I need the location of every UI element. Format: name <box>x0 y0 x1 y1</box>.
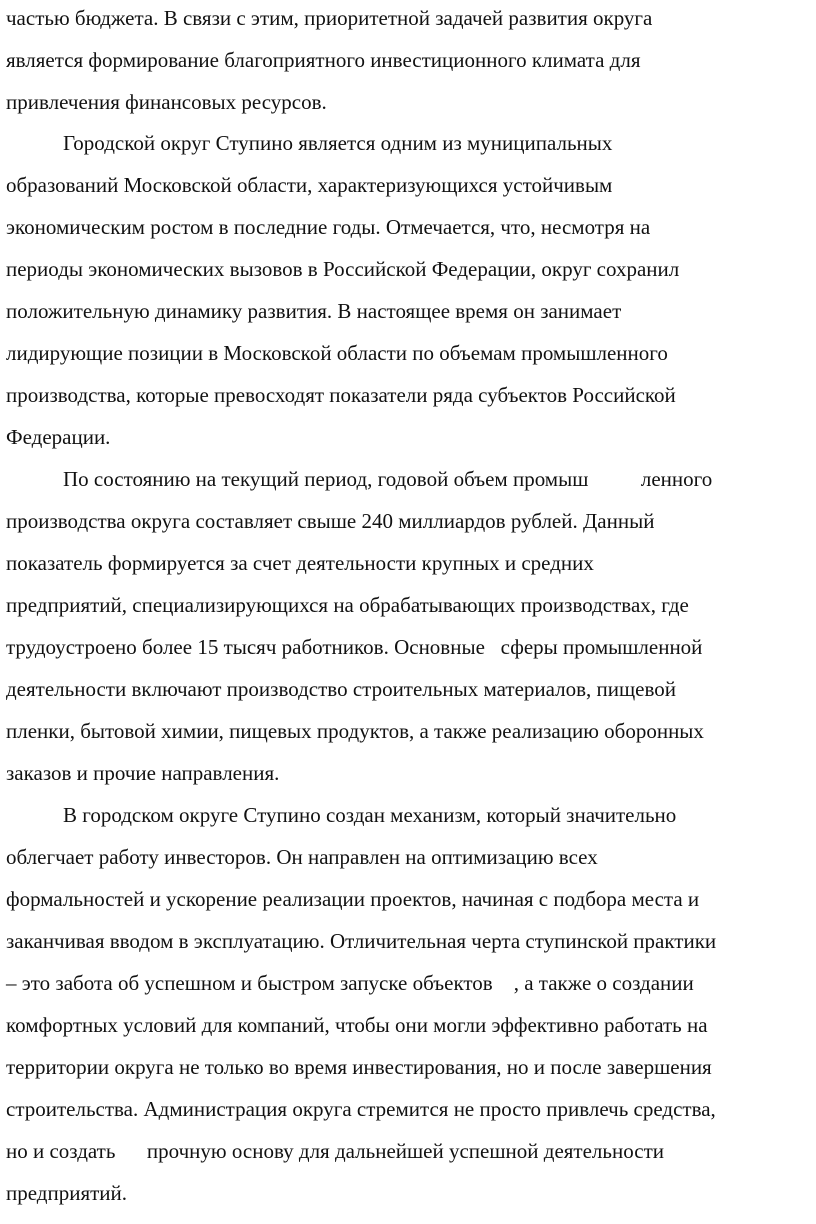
text-line: лидирующие позиции в Московской области по объемам промышленного <box>6 341 668 365</box>
text-line: является формирование благоприятного инвестиционного климата для <box>6 48 641 72</box>
text-line: Федерации. <box>6 425 111 449</box>
text-line: образований Московской области, характеризующихся устойчивым <box>6 173 613 197</box>
text-line: частью бюджета. В связи с этим, приоритетной задачей развития округа <box>6 6 653 30</box>
text-line: трудоустроено более 15 тысяч работников. Основные сферы промышленной <box>6 635 703 659</box>
text-line: облегчает работу инвесторов. Он направлен на оптимизацию всех <box>6 845 598 869</box>
text-line: пленки, бытовой химии, пищевых продуктов, а также реализацию оборонных <box>6 719 704 743</box>
text-line: производства, которые превосходят показатели ряда субъектов Российской <box>6 383 676 407</box>
text-line: По состоянию на текущий период, годовой объем промыш ленного <box>63 467 713 491</box>
text-line: привлечения финансовых ресурсов. <box>6 90 327 114</box>
text-line: предприятий. <box>6 1181 128 1205</box>
text-line: заказов и прочие направления. <box>6 761 280 785</box>
text-line: предприятий, специализирующихся на обрабатывающих производствах, где <box>6 593 689 617</box>
text-line: экономическим ростом в последние годы. Отмечается, что, несмотря на <box>6 215 651 239</box>
text-line: но и создать прочную основу для дальнейшей успешной деятельности <box>6 1139 664 1163</box>
text-line: территории округа не только во время инвестирования, но и после завершения <box>6 1055 712 1079</box>
text-line: периоды экономических вызовов в Российской Федерации, округ сохранил <box>6 257 680 281</box>
text-line: – это забота об успешном и быстром запуске объектов , а также о создании <box>6 971 694 995</box>
text-line: производства округа составляет свыше 240 миллиардов рублей. Данный <box>6 509 655 533</box>
text-line: В городском округе Ступино создан механизм, который значительно <box>63 803 677 827</box>
text-line: положительную динамику развития. В настоящее время он занимает <box>6 299 622 323</box>
text-line: Городской округ Ступино является одним из муниципальных <box>63 131 613 155</box>
text-line: комфортных условий для компаний, чтобы они могли эффективно работать на <box>6 1013 708 1037</box>
text-line: деятельности включают производство строительных материалов, пищевой <box>6 677 677 701</box>
text-line: строительства. Администрация округа стремится не просто привлечь средства, <box>6 1097 716 1121</box>
text-line: показатель формируется за счет деятельности крупных и средних <box>6 551 594 575</box>
text-line: заканчивая вводом в эксплуатацию. Отличительная черта ступинской практики <box>6 929 717 953</box>
text-line: формальностей и ускорение реализации проектов, начиная с подбора места и <box>6 887 700 911</box>
